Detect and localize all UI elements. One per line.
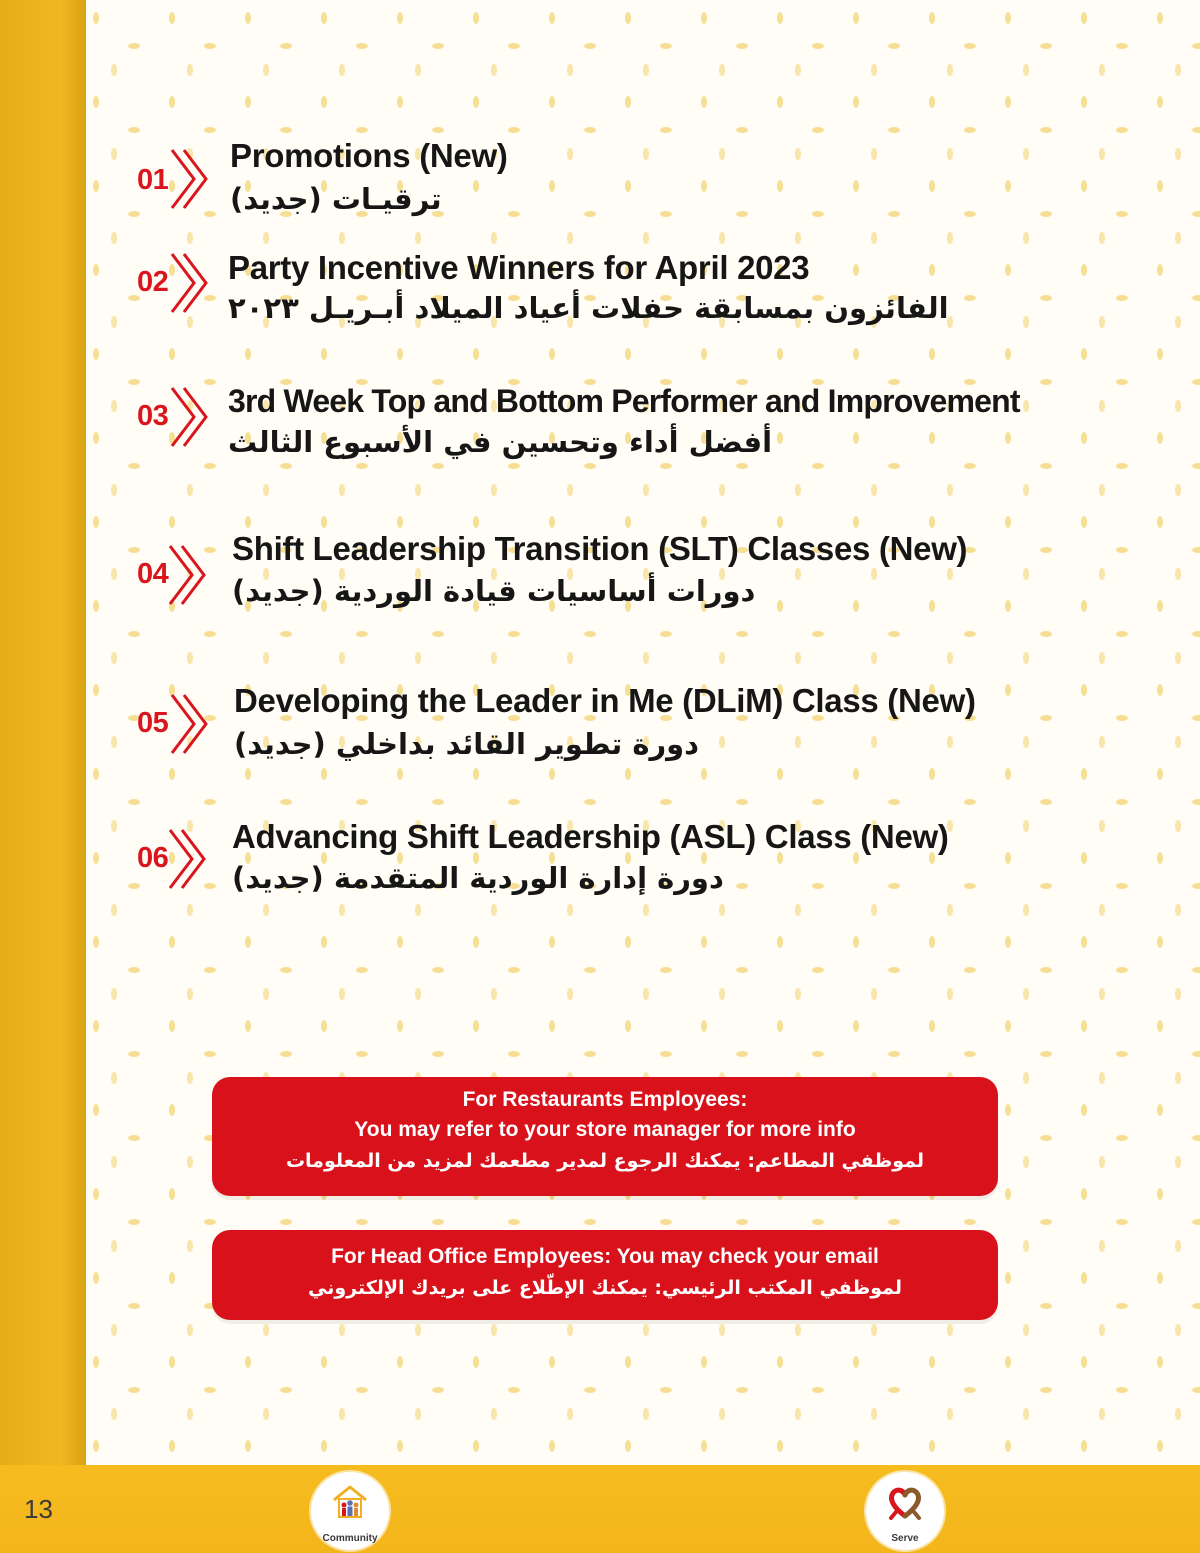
note-text-ar: لموظفي المطاعم: يمكنك الرجوع لمدير مطعمك لمزيد من المعلومات	[285, 1150, 925, 1172]
double-chevron-icon	[168, 250, 212, 316]
note-text: For Head Office Employees: You may check your email	[331, 1245, 879, 1268]
note-text: You may refer to your store manager for more info	[354, 1118, 856, 1141]
badge-label: Community	[322, 1533, 378, 1544]
item-title-ar: دورة إدارة الوردية المتقدمة (جديد)	[232, 861, 724, 895]
serve-heart-hands-icon	[885, 1482, 925, 1522]
community-badge	[311, 1472, 389, 1550]
item-title-ar: أفضل أداء وتحسين في الأسبوع الثالث	[228, 425, 773, 459]
item-number: 04	[137, 558, 169, 590]
item-title-en: Promotions (New)	[230, 137, 508, 174]
item-number: 06	[137, 842, 169, 874]
item-number: 02	[137, 266, 169, 298]
item-title-en: Shift Leadership Transition (SLT) Classes (New)	[232, 530, 968, 567]
double-chevron-icon	[168, 691, 212, 757]
item-title-ar: ترقيـات (جديد)	[230, 182, 442, 216]
item-number: 03	[137, 400, 169, 432]
item-number: 05	[137, 707, 169, 739]
footer-bar	[0, 1465, 1200, 1553]
item-title-ar: الفائزون بمسابقة حفلات أعياد الميلاد أبـريـل ٢٠٢٣	[228, 291, 949, 325]
item-title-en: Party Incentive Winners for April 2023	[228, 249, 810, 286]
item-title-ar: دورة تطوير القائد بداخلي (جديد)	[234, 727, 700, 761]
serve-badge	[866, 1472, 944, 1550]
badge-label: Serve	[891, 1533, 919, 1544]
item-title-en: Developing the Leader in Me (DLiM) Class (New)	[234, 682, 976, 719]
page-number: 13	[24, 1494, 53, 1524]
double-chevron-icon	[166, 542, 210, 608]
double-chevron-icon	[168, 384, 212, 450]
head-office-employees-note	[212, 1230, 998, 1320]
double-chevron-icon	[168, 146, 212, 212]
item-title-en: Advancing Shift Leadership (ASL) Class (New)	[232, 818, 949, 855]
left-yellow-bar	[0, 0, 86, 1553]
note-text-ar: لموظفي المكتب الرئيسي: يمكنك الإطّلاع على بريدك الإلكتروني	[307, 1277, 903, 1299]
note-heading: For Restaurants Employees:	[462, 1088, 748, 1111]
double-chevron-icon	[166, 826, 210, 892]
item-number: 01	[137, 164, 169, 196]
restaurants-employees-note	[212, 1077, 998, 1196]
community-house-icon	[330, 1482, 370, 1522]
item-title-en: 3rd Week Top and Bottom Performer and Improvement	[228, 383, 1020, 419]
item-title-ar: دورات أساسيات قيادة الوردية (جديد)	[232, 574, 756, 608]
